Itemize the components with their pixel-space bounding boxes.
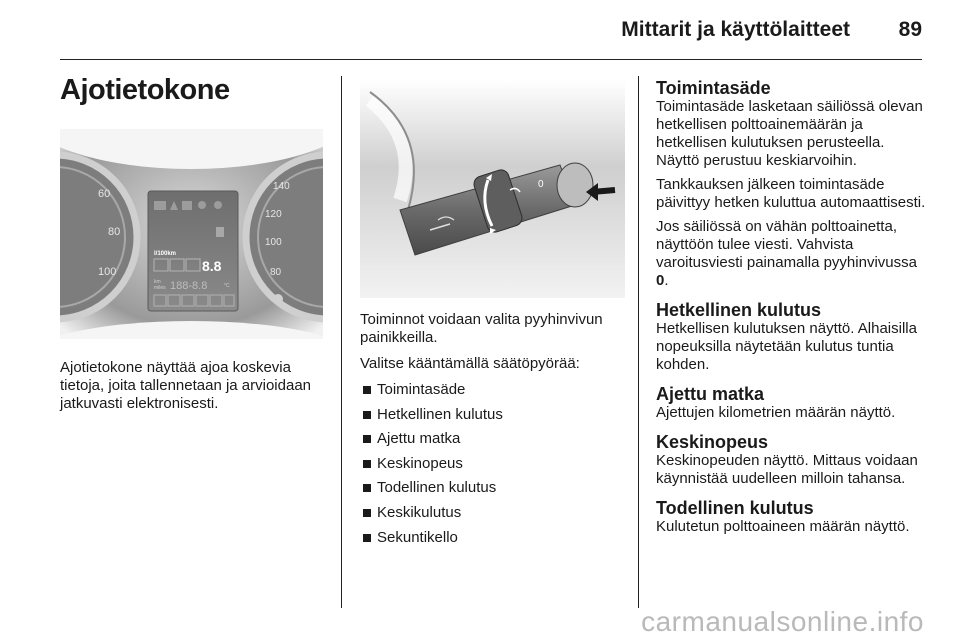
section-instant-consumption <box>656 300 926 374</box>
wiper-buttons-paragraph: Toiminnot voidaan valita pyyhinvivun painikkeilla. <box>360 311 603 346</box>
section-range <box>656 78 926 290</box>
svg-text:miles: miles <box>154 285 166 291</box>
watermark: carmanualsonline.info <box>641 606 924 637</box>
column-divider-2 <box>638 76 639 608</box>
svg-text:km: km <box>154 279 161 285</box>
bullet-square-icon <box>363 484 371 492</box>
section-distance <box>656 384 926 422</box>
list-item: Sekuntikello <box>360 529 630 547</box>
section-average-speed <box>656 432 926 488</box>
unit-label: l/100km <box>154 251 177 257</box>
list-item: Todellinen kulutus <box>360 479 630 497</box>
list-item: Keskikulutus <box>360 504 630 522</box>
list-item: Ajettu matka <box>360 430 630 448</box>
bullet-square-icon <box>363 460 371 468</box>
svg-text:100: 100 <box>98 266 117 278</box>
intro-paragraph: Ajotietokone näyttää ajoa koskevia tietoja, joita tallennetaan ja arvioidaan jatkuvasti elektronisesti. <box>60 359 312 412</box>
section-heading: Ajettu matka <box>656 384 765 404</box>
column-divider-1 <box>341 76 342 608</box>
section-heading: Keskinopeus <box>656 432 769 452</box>
svg-text:120: 120 <box>265 209 282 220</box>
section-paragraph: Toimintasäde lasketaan säiliössä olevan hetkellisen polttoainemäärän ja hetkellisen kulutuksen perusteella. Näyttö perustuu keskiarvoihin. <box>656 98 923 169</box>
list-item: Toimintasäde <box>360 381 630 399</box>
bullet-square-icon <box>363 509 371 517</box>
left-column <box>60 74 332 413</box>
function-list <box>360 381 630 547</box>
bullet-square-icon <box>363 411 371 419</box>
right-column <box>656 74 926 546</box>
svg-text:80: 80 <box>270 267 282 278</box>
header-rule <box>60 59 922 60</box>
lcd-panel <box>148 191 238 311</box>
svg-text:188-8.8: 188-8.8 <box>170 280 208 292</box>
trip-computer-display-illustration <box>60 129 323 339</box>
section-paragraph: Ajettujen kilometrien määrän näyttö. <box>656 404 896 421</box>
section-heading: Toimintasäde <box>656 78 771 98</box>
middle-column <box>360 74 630 553</box>
bullet-square-icon <box>363 435 371 443</box>
section-paragraph: Keskinopeuden näyttö. Mittaus voidaan käynnistää uudelleen milloin tahansa. <box>656 452 918 487</box>
svg-text:60: 60 <box>98 188 111 200</box>
section-title: Ajotietokone <box>60 74 230 106</box>
section-heading: Todellinen kulutus <box>656 498 814 518</box>
section-actual-consumption <box>656 498 926 536</box>
section-paragraph: Tankkauksen jälkeen toimintasäde päivittyy hetken kuluttua automaattisesti. <box>656 176 926 211</box>
svg-text:100: 100 <box>265 237 282 248</box>
temp-unit: °C <box>224 283 230 289</box>
section-paragraph: Hetkellisen kulutuksen näyttö. Alhaisilla nopeuksilla näytetään kulutus tuntia kohden. <box>656 320 917 373</box>
svg-text:140: 140 <box>273 181 290 192</box>
list-item: Hetkellinen kulutus <box>360 406 630 424</box>
section-paragraph: Jos säiliössä on vähän polttoainetta, näyttöön tulee viesti. Vahvista varoitusviesti painamalla pyyhinvivussa 0. <box>656 218 917 289</box>
page-header-title: Mittarit ja käyttölaitteet <box>621 18 850 41</box>
list-item: Keskinopeus <box>360 455 630 473</box>
page-number: 89 <box>898 18 922 41</box>
middle-text <box>360 311 630 547</box>
select-instruction-paragraph: Valitse kääntämällä säätöpyörää: <box>360 355 580 372</box>
wiper-stalk-illustration <box>360 80 625 298</box>
button-zero-label: 0 <box>656 272 665 289</box>
section-paragraph: Kulutetun polttoaineen määrän näyttö. <box>656 518 910 535</box>
svg-text:8.8: 8.8 <box>202 258 222 274</box>
svg-text:0: 0 <box>538 179 544 190</box>
bullet-square-icon <box>363 386 371 394</box>
bullet-square-icon <box>363 534 371 542</box>
svg-text:80: 80 <box>108 226 121 238</box>
section-heading: Hetkellinen kulutus <box>656 300 822 320</box>
